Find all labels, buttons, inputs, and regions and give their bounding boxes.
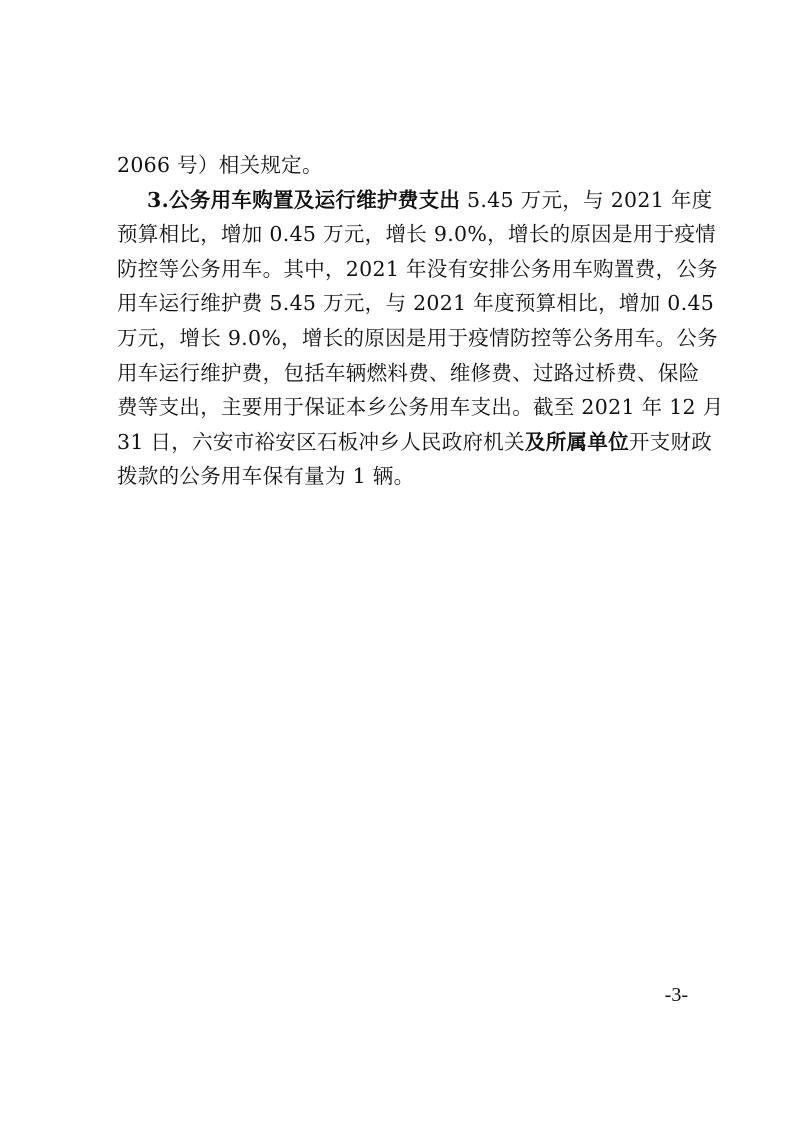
section-3-heading: 3.公务用车购置及运行维护费支出 bbox=[147, 187, 461, 212]
body-text bbox=[117, 148, 724, 494]
section-3-line-2: 预算相比，增加 0.45 万元，增长 9.0%，增长的原因是用于疫情 bbox=[117, 222, 716, 247]
section-3-line-7: 费等支出，主要用于保证本乡公务用车支出。截至 2021 年 12 月 bbox=[117, 395, 724, 420]
section-3-line-1-text: 5.45 万元，与 2021 年度 bbox=[460, 187, 713, 212]
section-3-line-6: 用车运行维护费，包括车辆燃料费、维修费、过路过桥费、保险 bbox=[117, 360, 700, 385]
section-3-line-8-bold: 及所属单位 bbox=[524, 429, 629, 454]
text-line-continuation: 2066 号）相关规定。 bbox=[117, 153, 323, 177]
page-number: -3- bbox=[664, 984, 688, 1006]
section-3-line-8-start: 31 日，六安市裕安区石板冲乡人民政府机关 bbox=[117, 429, 525, 454]
section-3-line-5: 万元，增长 9.0%，增长的原因是用于疫情防控等公务用车。公务 bbox=[117, 325, 718, 350]
section-3-line-1 bbox=[117, 183, 713, 218]
section-3-line-3: 防控等公务用车。其中，2021 年没有安排公务用车购置费，公务 bbox=[117, 256, 718, 281]
section-3-line-9: 拨款的公务用车保有量为 1 辆。 bbox=[117, 464, 415, 489]
section-3-line-4: 用车运行维护费 5.45 万元，与 2021 年度预算相比，增加 0.45 bbox=[117, 291, 715, 316]
section-3-line-8-end: 开支财政 bbox=[628, 429, 713, 454]
section-3-line-8 bbox=[117, 425, 713, 460]
